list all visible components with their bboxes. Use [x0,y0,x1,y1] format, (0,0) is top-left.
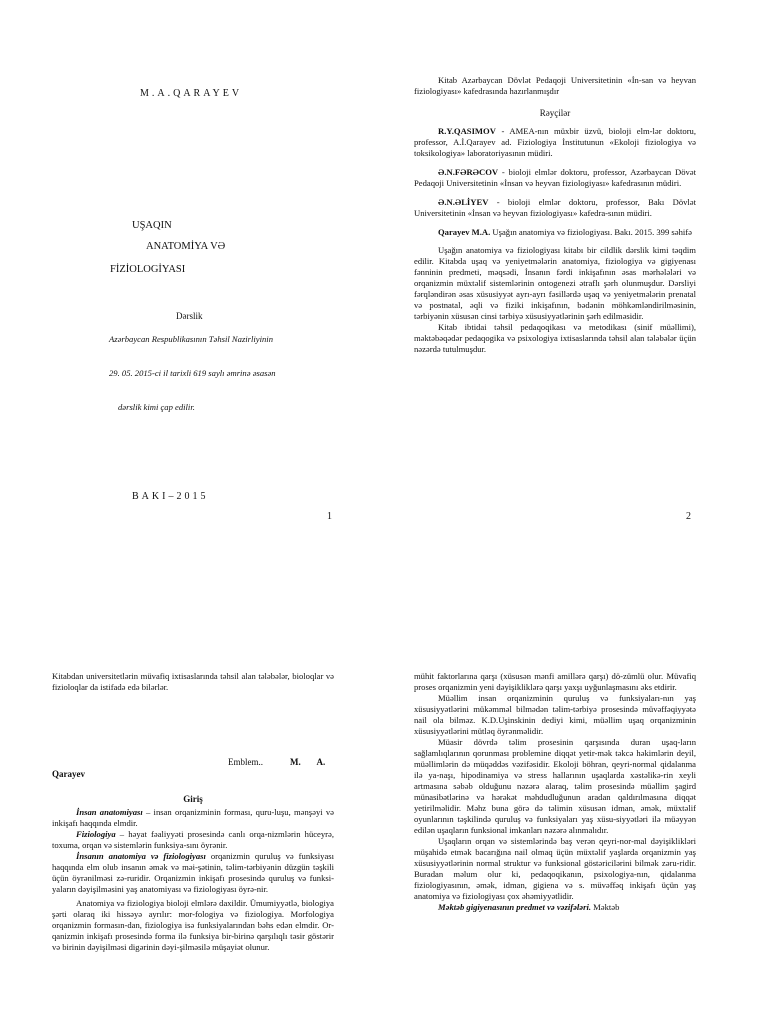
page-4-body [414,671,696,913]
reviewer-3-text: - bioloji elmlər doktoru, professor, Bakı Dövlət Universitetinin «İnsan və heyvan fiziologiyası» kafedra-sının müdiri. [414,197,696,218]
approval-line-3: dərslik kimi çap edilir. [118,402,195,412]
bibliographic-entry [414,227,696,238]
title-line-3: FİZİOLOGİYASI [110,264,186,275]
definition-physiology [52,829,334,851]
paragraph-teacher: Müəllim insan orqanizminin quruluş və funksiyaları-nın yaş xüsusiyyətlərini mükəmməl bilmədən təlim-tərbiyə prosesində müvəffəqiyyətə nail ola bilməz. K.D.Uşinskinin dediyi kimi, müəllim uşaq orqanizminin xüsusiyyətlərini mütləq öyrənməlidir. [414,693,696,736]
term-school-hygiene: Məktəb gigiyenasının predmet və vəzifələri. [438,902,591,912]
term-human-anatomy-physiology: İnsanın anatomiya və fiziologiyası [76,851,206,861]
definition-anatomy [52,807,334,829]
city-year: BAKI–2015 [132,491,209,502]
text-school-hygiene: Məktəb [590,902,620,912]
reviewer-2-name: Ə.N.FƏRƏCOV [438,167,499,177]
emblem-placeholder: Emblem.. [228,757,263,767]
paragraph-organ-systems: Uşaqların orqan və sistemlərində baş verən qeyri-nor-mal dəyişiklikləri müşahidə etmək bacarığına nail olmaq üçün müxtəlif yaşlarda orqanizmin yaş xüsusiyyətlərinin normal struktur və funksional göstəricilərini bilmək zəru-ridir. Buradan məlum olur ki, pedaqoqikanın, psixologiya-nın, qidalanma fiziologiyasının, əmək, idman, gigiena və s. müvəffəq inkişafı üçün yaş anatomiya və fiziologiyası çox əhəmiyyətlidir. [414,836,696,901]
text-anatomy: – insan orqanizminin forması, quru-luşu, mənşəyi və inkişafı haqqında elmdir. [52,807,334,828]
reviewers-heading: Rəyçilər [539,108,571,118]
paragraph-biology: Anatomiya və fiziologiya bioloji elmlərə daxildir. Ümumiyyətlə, biologiya şərti olaraq iki hissəyə ayrılır: mor-fologiya və fiziologiya. Morfologiya orqanizmin formasın-dan, fiziologiya isə funksiyalarından bəhs edən elmdir. Or-qanizmin inkişafı prosesində forma ilə funksiya bir-birinə qarşılıqlı təsir göstərir və birinin dəyişilməsi digərinin dəyi-şilməsilə müşayiət olunur. [52,898,334,952]
reviewer-3 [414,197,696,219]
title-line-2: ANATOMİYA VƏ [146,241,226,252]
usage-note: Kitabdan universitetlərin müvafiq ixtisaslarında təhsil alan tələbələr, bioloqlar və fizioloqlar da istifadə edə bilərlər. [52,671,334,692]
abstract-paragraph-1: Uşağın anatomiya və fiziologiyası kitabı bir cildlik dərslik kimi təqdim edilir. Kitabda uşaq və yeniyetmələrin anatomiya, fiziologiya və gigiyenası fənninin predmeti, məqsədi, İnsanın fərdi inkişafının əsas mərhələləri və orqanizmin müxtəlif sistemlərinin ontogenezi ətraflı şərh olunmuşdur. Dərsliyi fərqləndirən əsas xüsusiyyət ayrı-ayrı fəsillərdə uşaq və yeniyetmələrin prenatal və postnatal, əqli və fiziki inkişafının, bədənin möhkəmləndirilməsinin, tərbiyənin xüsusən cinsi tərbiyə xüsusiyyətlərinin şərh edilməsidir. [414,245,696,321]
prepared-at: Kitab Azərbaycan Dövlət Pedaqoji Universitetinin «İn-san və heyvan fiziologiyası» kafedrasında hazırlanmışdır [414,75,696,96]
paragraph-modern-learning: Müasir dövrdə təlim prosesinin qarşısında duran uşaq-ların sağlamlıqlarının qorunması problemine diqqət yetir-mək təkcə həkimlərin deyil, müəllimlərin də müqəddəs vəzifəsidir. Ekoloji böhran, qeyri-normal qidalanma ilə ya-naşı, hipodinamiya və stress hallarının uşaqlarda xəstəlikə-rin xeyli artmasına səbəb olduğunu nəzərə alaraq, təlim prosesində müəllim şagird münasibətlərinə və hərəkət məhdudluğunun aradan qaldırılmasına diqqət yetirilməlidir. Məhz buna görə də təlimin xüsusən idman, əmək, müxtəlif oyunlarının təşkilində quruluş və funksiyaları yaş xüsu-siyyətləri ilə müəyyən edilən uşaqların funksional imkanları nəzərə alınmalıdır. [414,737,696,835]
book-kind: Dərslik [176,311,203,321]
reviewer-1 [414,126,696,159]
section-heading-giris: Giriş [183,794,203,804]
biblio-text: Uşağın anatomiya və fiziologiyası. Bakı. 2015. 399 səhifə [490,227,692,237]
term-physiology: Fiziologiya [76,829,116,839]
emblem-author-surname: Qarayev [52,769,85,779]
reviewer-2 [414,167,696,189]
reviewer-3-name: Ə.N.ƏLİYEV [438,197,489,207]
text-human-anatomy-physiology: orqanizmin quruluş və funksiyası haqqında elm olub insanın əmək və məi-şətinin, təlim-tərbiyənin düzgün təşkili üçün öyrənilməsi zə-ruridir. Orqanizmin inkişafı prosesində quruluş və funksi-yaların dəyişilməsini yaş anatomiyası və fiziologiyası öyrə-nir. [52,851,334,894]
abstract-paragraph-2: Kitab ibtidai təhsil pedaqoqikası və metodikası (sinif müəllimi), məktəbəqədər pedaqogika və psixologiya ixtisaslarında təhsil alan tələbələr üçün nəzərdə tutulmuşdur. [414,322,696,354]
title-line-1: UŞAQIN [132,220,172,231]
definition-human-anatomy-physiology [52,851,334,895]
approval-line-2: 29. 05. 2015-ci il tarixli 619 saylı əmrinə əsasən [109,368,276,378]
page-3-body [52,794,334,953]
biblio-author: Qarayev M.A. [438,227,491,237]
reviewer-2-text: - bioloji elmlər doktoru, professor, Azərbaycan Dövət Pedaqoji Universitetinin «İnsan və heyvan fiziologiyası» kafedrasının müdiri. [414,167,696,188]
page-number-1: 1 [327,511,332,522]
reviewer-1-text: - AMEA-nın müxbir üzvü, bioloji elm-lər doktoru, professor, A.İ.Qarayev ad. Fiziologiya İnstitutunun «Ekoloji fiziologiya və toksikologiya» laboratoriyasının müdiri. [414,126,696,158]
text-physiology: – həyat fəaliyyəti prosesində canlı orqa-nizmlərin hüceyrə, toxuma, orqan və sistemlərin funksiya-sını öyrənir. [52,829,334,850]
paragraph-environment: mühit faktorlarına qarşı (xüsusən mənfi amillərə qarşı) dö-zümlü olur. Müvafiq proses orqanizmin yeni dəyişikliklərə qarşı yaxşı uyğunlaşmasını əks etdirir. [414,671,696,692]
author-name: M.A.QARAYEV [140,88,243,99]
approval-line-1: Azərbaycan Respublikasının Təhsil Nazirliyinin [109,334,273,344]
paragraph-school-hygiene [414,902,696,913]
page-number-2: 2 [686,511,691,522]
reviewer-1-name: R.Y.QASIMOV [438,126,496,136]
term-anatomy: İnsan anatomiyası [76,807,143,817]
emblem-author: M. A. [290,757,326,767]
page-2 [414,75,696,355]
